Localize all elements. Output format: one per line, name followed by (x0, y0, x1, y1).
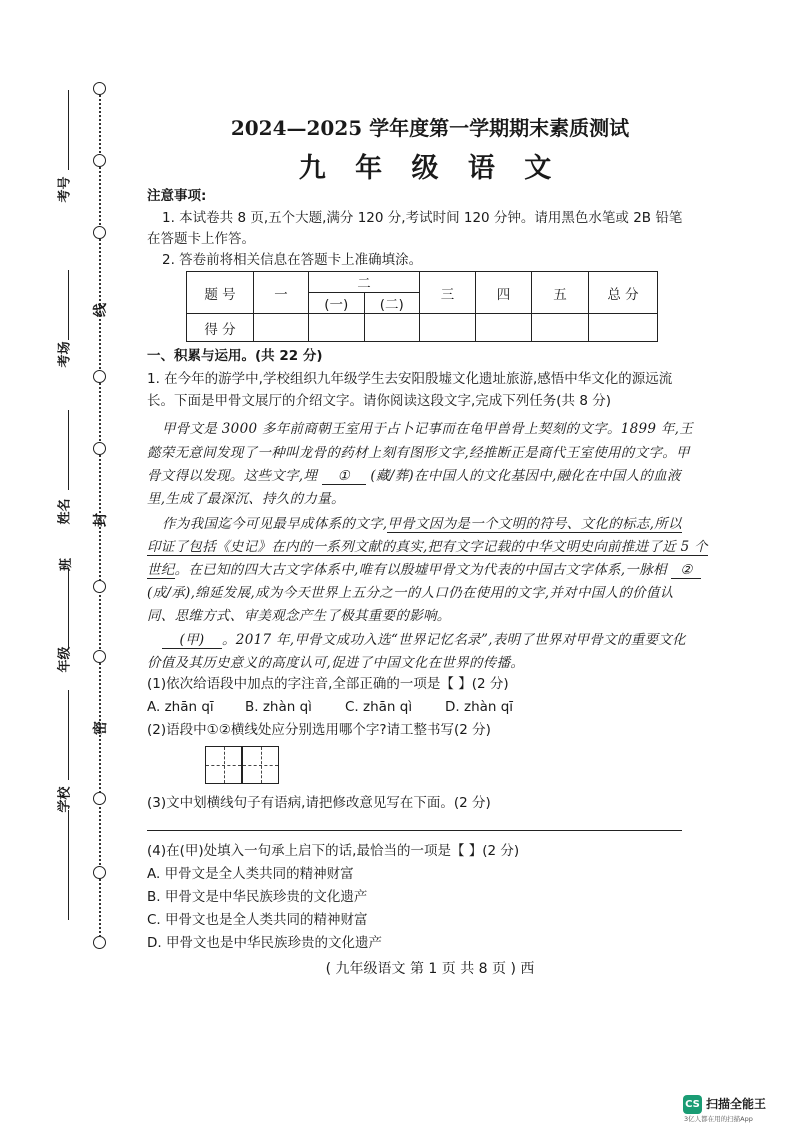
subject-title: 九 年 级 语 文 (298, 153, 562, 184)
notice-item-1-line-1: 1. 本试卷共 8 页,五个大题,满分 120 分,考试时间 120 分钟。请用黑色水笔或 2B 铅笔 (162, 210, 683, 226)
writing-grid-box-1[interactable] (205, 746, 242, 784)
score-table (186, 271, 658, 342)
binding-hole (93, 226, 106, 239)
passage-line: (成/承),绵延发展,成为今天世界上五分之一的人口仍在使用的文字,并对中国人的价值认 (147, 585, 674, 601)
option-a[interactable]: A. zhān qī (147, 699, 214, 715)
binding-hole (93, 936, 106, 949)
passage-line-with-underline (162, 512, 682, 532)
binding-hole (93, 442, 106, 455)
passage-line: 甲骨文是 3000 多年前商朝王室用于占卜记事而在龟甲兽骨上契刻的文字。1899 年,王 (162, 421, 694, 437)
passage-text: 。在已知的四大古文字体系中,唯有以殷墟甲骨文为代表的中国古文字体系,一脉相 (174, 562, 667, 578)
passage-line-with-blank (147, 558, 701, 579)
underlined-sentence: 印证了包括《史记》在内的一系列文献的真实,把有文字记载的中华文明史向前推进了近 5 个 (147, 535, 708, 556)
underlined-sentence: 世纪 (147, 562, 175, 578)
notice-item-2: 2. 答卷前将相关信息在答题卡上准确填涂。 (162, 252, 423, 268)
score-cell[interactable] (589, 314, 658, 342)
score-cell[interactable] (364, 314, 420, 342)
option-c[interactable]: C. 甲骨文也是全人类共同的精神财富 (147, 912, 368, 928)
passage-line-with-blank (162, 628, 686, 649)
seal-char-feng: 封 (93, 513, 109, 527)
score-table-sub-cell: (二) (364, 293, 420, 314)
passage-text: (藏/葬)在中国人的文化基因中,融化在中国人的血液 (370, 468, 681, 484)
watermark-tagline: 3亿人都在用的扫描App (684, 1115, 753, 1123)
score-table-header-cell: 四 (476, 272, 532, 314)
passage-line: 懿荣无意间发现了一种叫龙骨的药材上刻有图形文字,经推断正是商代王室使用的文字。甲 (147, 445, 690, 461)
passage-line: 里,生成了最深沉、持久的力量。 (147, 491, 345, 507)
binding-hole (93, 370, 106, 383)
score-cell[interactable] (254, 314, 309, 342)
score-table-sub-cell: (一) (309, 293, 365, 314)
school-fill-line (68, 810, 69, 920)
exam-room-fill-line (68, 270, 69, 340)
score-cell[interactable] (476, 314, 532, 342)
score-cell[interactable] (420, 314, 476, 342)
score-table-header-cell: 总 分 (589, 272, 658, 314)
name-fill-line (68, 410, 69, 490)
passage-line: 同、思维方式、审美观念产生了极其重要的影响。 (147, 608, 451, 624)
option-d[interactable]: D. 甲骨文也是中华民族珍贵的文化遗产 (147, 935, 382, 951)
score-cell[interactable] (532, 314, 589, 342)
class-fill-line (68, 568, 69, 648)
answer-line[interactable] (147, 830, 682, 831)
passage-text: 骨文得以发现。这些文字,埋 (147, 468, 318, 484)
sub-question-1: (1)依次给语段中加点的字注音,全部正确的一项是【 】(2 分) (147, 676, 509, 692)
score-table-header-cell: 题 号 (187, 272, 254, 314)
exam-number-label: 考号 (57, 176, 73, 203)
page-footer: ( 九年级语文 第 1 页 共 8 页 ) 西 (325, 961, 535, 977)
seal-char-mi: 密 (93, 721, 109, 735)
passage-line-with-blank (147, 464, 681, 485)
score-cell[interactable] (309, 314, 365, 342)
option-b[interactable]: B. zhàn qì (245, 699, 312, 715)
watermark-brand: 扫描全能王 (706, 1097, 767, 1111)
binding-hole (93, 154, 106, 167)
score-table-header-cell: 三 (420, 272, 476, 314)
blank-1[interactable]: ① (322, 468, 366, 485)
option-a[interactable]: A. 甲骨文是全人类共同的精神财富 (147, 866, 354, 882)
underlined-sentence: 甲骨文因为是一个文明的符号、文化的标志,所以 (387, 516, 682, 532)
exam-title: 2024—2025 学年度第一学期期末素质测试 (230, 116, 630, 140)
score-table-header-cell: 一 (254, 272, 309, 314)
passage-line: 价值及其历史意义的高度认可,促进了中国文化在世界的传播。 (147, 655, 525, 671)
exam-number-fill-line (68, 90, 69, 170)
question-1-line-2: 长。下面是甲骨文展厅的介绍文字。请你阅读这段文字,完成下列任务(共 8 分) (147, 393, 611, 409)
notice-item-1-line-2: 在答题卡上作答。 (147, 231, 255, 247)
sub-question-4: (4)在(甲)处填入一句承上启下的话,最恰当的一项是【 】(2 分) (147, 843, 520, 859)
sub-question-3: (3)文中划横线句子有语病,请把修改意见写在下面。(2 分) (147, 795, 491, 811)
question-1-line-1: 1. 在今年的游学中,学校组织九年级学生去安阳殷墟文化遗址旅游,感悟中华文化的源远流 (147, 371, 673, 387)
grade-label: 年级 (57, 646, 73, 673)
option-d[interactable]: D. zhàn qī (445, 699, 514, 715)
binding-hole (93, 82, 106, 95)
seal-char-xian: 线 (93, 303, 109, 317)
score-table-header-cell: 二 (309, 272, 420, 293)
class-label: 班 (59, 557, 75, 572)
section-1-heading: 一、积累与运用。(共 22 分) (147, 348, 323, 364)
exam-room-label: 考场 (57, 341, 73, 368)
binding-hole (93, 792, 106, 805)
score-table-row-label: 得 分 (187, 314, 254, 342)
binding-hole (93, 580, 106, 593)
passage-text: 。2017 年,甲骨文成功入选“世界记忆名录”,表明了世界对甲骨文的重要文化 (222, 632, 686, 648)
grade-fill-line (68, 690, 69, 780)
name-label: 姓名 (57, 498, 73, 525)
binding-hole (93, 650, 106, 663)
option-b[interactable]: B. 甲骨文是中华民族珍贵的文化遗产 (147, 889, 368, 905)
option-c[interactable]: C. zhān qì (345, 699, 413, 715)
notice-heading: 注意事项: (147, 188, 207, 204)
binding-hole (93, 866, 106, 879)
school-label: 学校 (57, 786, 73, 813)
blank-jia[interactable]: (甲) (162, 628, 222, 649)
score-table-header-cell: 五 (532, 272, 589, 314)
blank-2[interactable]: ② (671, 562, 701, 579)
sub-question-2: (2)语段中①②横线处应分别选用哪个字?请工整书写(2 分) (147, 722, 491, 738)
camscanner-logo-icon: CS (683, 1095, 702, 1114)
writing-grid-box-2[interactable] (242, 746, 279, 784)
passage-text: 作为我国迄今可见最早成体系的文字, (162, 516, 388, 532)
